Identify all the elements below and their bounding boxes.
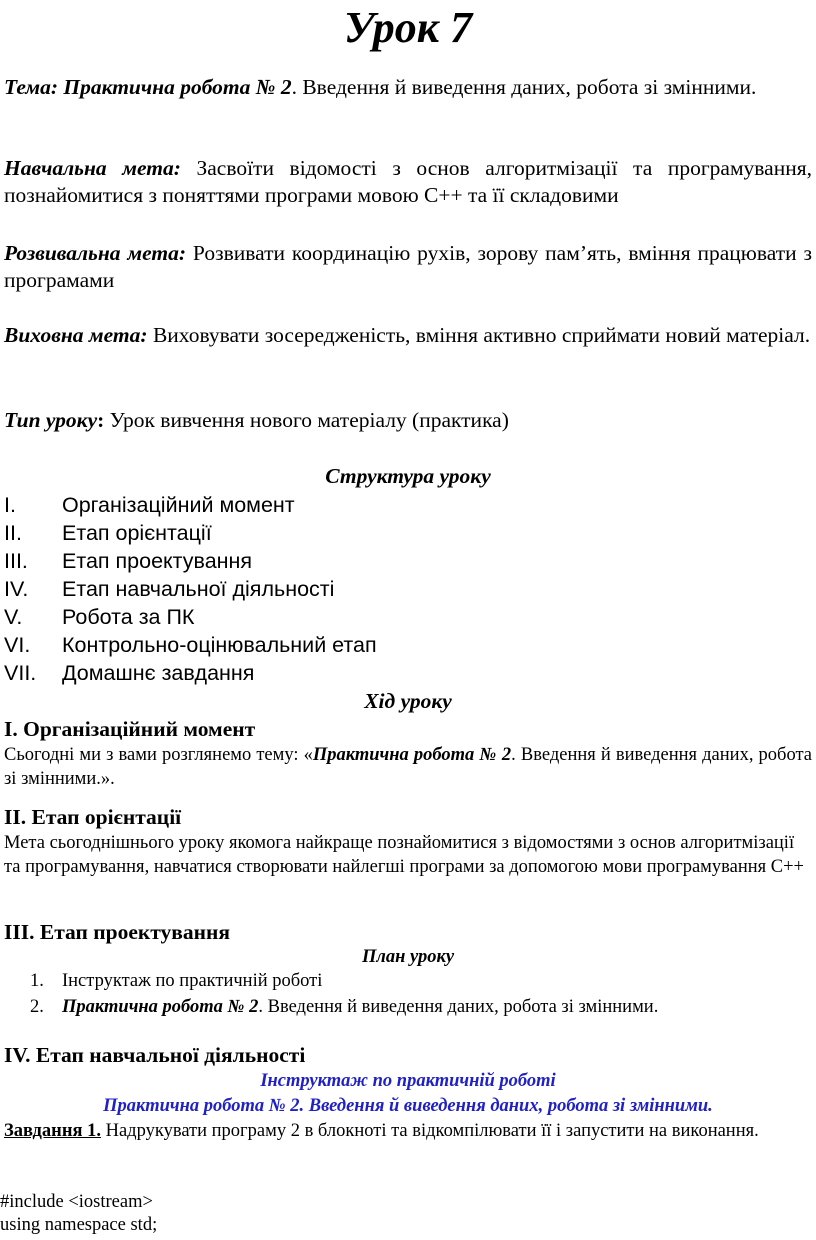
task-1-text: Надрукувати програму 2 в блокноті та відкомпілювати її і запустити на виконання.: [100, 1121, 759, 1141]
course-title: Хід уроку: [364, 689, 452, 713]
code-line: #include <iostream>: [0, 1192, 153, 1212]
structure-item-num: II.: [4, 521, 22, 545]
upbringing-goal-text: Виховувати зосередженість, вміння активно сприймати новий матеріал.: [147, 323, 811, 347]
structure-item-num: IV.: [4, 577, 29, 601]
plan-item-num: 1.: [30, 971, 44, 991]
topic-label: Тема: Практична робота № 2: [4, 75, 292, 99]
code-line: using namespace std;: [0, 1215, 158, 1235]
instruction-title: Інструктаж по практичній роботі: [260, 1071, 556, 1091]
lesson-type: [4, 407, 812, 434]
structure-item-text: Робота за ПК: [62, 605, 195, 629]
plan-item-text: Інструктаж по практичній роботі: [62, 971, 323, 991]
structure-item: [4, 631, 704, 659]
topic-text: . Введення й виведення даних, робота зі змінними.: [291, 75, 757, 99]
developmental-goal: [4, 240, 812, 294]
section3-heading: III. Етап проектування: [4, 920, 231, 944]
section1-text-after: . Введення й виведення даних, робота зі змінними.».: [4, 745, 812, 789]
task-1-label: Завдання 1.: [4, 1121, 101, 1141]
plan-title: План уроку: [361, 947, 455, 967]
developmental-goal-label: Розвивальна мета:: [4, 241, 187, 265]
section1-text-bold: Практична робота № 2: [312, 745, 512, 765]
plan-item-text: . Введення й виведення даних, робота зі змінними.: [258, 997, 659, 1017]
structure-item-text: Етап навчальної діяльності: [62, 577, 335, 601]
practical-work-title: Практична робота № 2. Введення й виведення даних, робота зі змінними.: [103, 1096, 713, 1116]
structure-title: Структура уроку: [325, 464, 491, 488]
plan-item-bold: Практична робота № 2: [62, 997, 259, 1017]
structure-item-num: VI.: [4, 633, 31, 657]
section1-text: [4, 743, 812, 791]
plan-list: [30, 968, 810, 1020]
educational-goal-text: Засвоїти відомості з основ алгоритмізації та програмування, познайомитися з поняттями програми мовою С++ та її складовими: [4, 156, 812, 207]
plan-item: [30, 968, 810, 994]
structure-item-text: Етап проектування: [62, 549, 253, 573]
lesson-type-label: Тип уроку: [4, 408, 98, 432]
section4-heading: IV. Етап навчальної діяльності: [4, 1043, 306, 1067]
structure-list: [4, 491, 704, 687]
structure-item-text: Організаційний момент: [62, 493, 295, 517]
educational-goal-label: Навчальна мета:: [4, 156, 181, 180]
structure-item: [4, 547, 704, 575]
structure-item-num: III.: [4, 549, 28, 573]
task-1: [4, 1119, 812, 1143]
upbringing-goal: [4, 322, 812, 349]
lesson-type-colon: :: [97, 408, 105, 432]
plan-item: [30, 994, 810, 1020]
structure-item-text: Домашнє завдання: [62, 661, 255, 685]
structure-item-num: VII.: [4, 661, 37, 685]
educational-goal: [4, 155, 812, 209]
structure-item: [4, 575, 704, 603]
upbringing-goal-label: Виховна мета:: [4, 323, 148, 347]
lesson-title: Урок 7: [343, 3, 473, 52]
topic-paragraph: [4, 74, 812, 101]
structure-item: [4, 519, 704, 547]
section2-heading: II. Етап орієнтації: [4, 805, 182, 829]
lesson-type-text: Урок вивчення нового матеріалу (практика): [104, 408, 509, 432]
structure-item-text: Контрольно-оцінювальний етап: [62, 633, 377, 657]
structure-item-text: Етап орієнтації: [62, 521, 212, 545]
structure-item: [4, 491, 704, 519]
structure-item-num: V.: [4, 605, 23, 629]
section1-text-before: Сьогодні ми з вами розглянемо тему: «: [4, 745, 313, 765]
section2-text: Мета сьогоднішнього уроку якомога найкраще познайомитися з відомостями з основ алгоритмізації та програмування, навчатися створювати найлегші програми за допомогою мови програмування С++: [4, 833, 804, 877]
structure-item: [4, 603, 704, 631]
developmental-goal-text: Розвивати координацію рухів, зорову пам’ять, вміння працювати з програмами: [4, 241, 812, 292]
plan-item-num: 2.: [30, 997, 44, 1017]
structure-item: [4, 659, 704, 687]
section1-heading: I. Організаційний момент: [4, 717, 256, 741]
structure-item-num: I.: [4, 493, 16, 517]
